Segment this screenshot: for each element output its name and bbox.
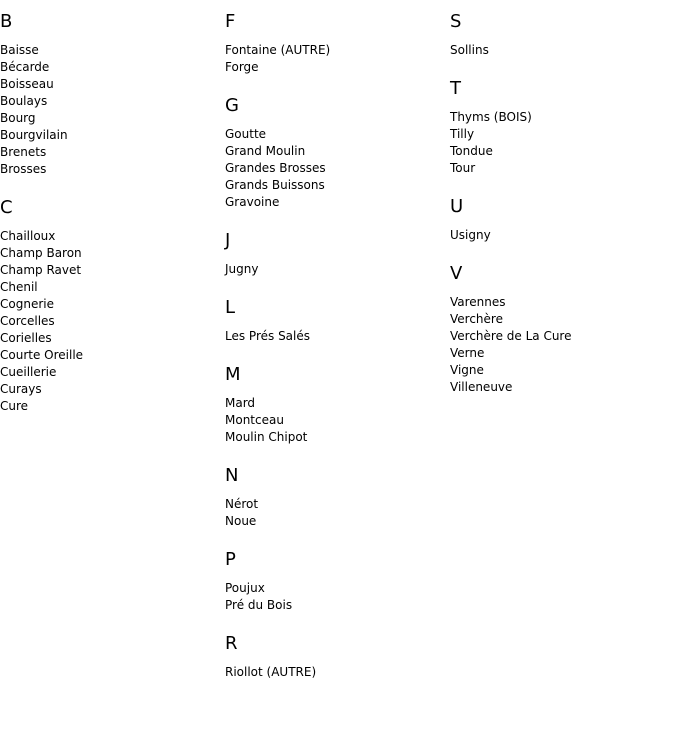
letter-section	[225, 465, 450, 530]
place-name-item: Tilly	[450, 127, 475, 141]
section-letter-heading: M	[225, 364, 241, 385]
place-name-item: Noue	[225, 514, 257, 528]
place-name-item: Champ Ravet	[0, 263, 82, 277]
place-name-item: Corcelles	[0, 314, 55, 328]
letter-section	[450, 78, 675, 177]
index-column-3	[450, 0, 675, 415]
index-column-2	[225, 0, 450, 700]
letter-section	[0, 11, 225, 178]
place-name-item: Cure	[0, 399, 29, 413]
section-letter-heading: C	[0, 197, 13, 218]
place-name-list	[225, 42, 450, 76]
letter-section	[225, 230, 450, 278]
section-letter-heading: G	[225, 95, 239, 116]
place-name-item: Bécarde	[0, 60, 50, 74]
section-letter-heading: V	[450, 263, 463, 284]
place-name-item: Goutte	[225, 127, 267, 141]
place-name-item: Brosses	[0, 162, 47, 176]
place-name-list	[225, 395, 450, 446]
place-name-list	[450, 42, 675, 59]
place-name-list	[225, 580, 450, 614]
section-letter-heading: R	[225, 633, 238, 654]
place-name-item: Fontaine (AUTRE)	[225, 43, 331, 57]
place-name-item: Mard	[225, 396, 256, 410]
letter-section	[225, 549, 450, 614]
place-name-list	[450, 294, 675, 396]
place-name-list	[225, 496, 450, 530]
letter-section	[225, 95, 450, 211]
section-letter-heading: T	[450, 78, 461, 99]
letter-section	[450, 11, 675, 59]
place-name-list	[450, 109, 675, 177]
letter-section	[225, 364, 450, 446]
place-name-list	[225, 664, 450, 681]
place-name-item: Chenil	[0, 280, 38, 294]
place-name-item: Verchère	[450, 312, 503, 326]
place-name-item: Nérot	[225, 497, 259, 511]
section-letter-heading: F	[225, 11, 236, 32]
section-letter-heading: N	[225, 465, 239, 486]
section-letter-heading: P	[225, 549, 236, 570]
letter-section	[450, 263, 675, 396]
place-name-item: Forge	[225, 60, 259, 74]
place-name-item: Grandes Brosses	[225, 161, 326, 175]
letter-section	[0, 197, 225, 415]
place-name-item: Cognerie	[0, 297, 54, 311]
letter-section	[450, 196, 675, 244]
place-name-item: Curays	[0, 382, 42, 396]
place-name-item: Brenets	[0, 145, 47, 159]
place-name-item: Cueillerie	[0, 365, 57, 379]
letter-section	[225, 297, 450, 345]
place-name-list	[225, 126, 450, 211]
place-name-item: Boisseau	[0, 77, 54, 91]
letter-section	[225, 11, 450, 76]
place-name-item: Grand Moulin	[225, 144, 306, 158]
place-name-list	[225, 261, 450, 278]
place-name-item: Boulays	[0, 94, 48, 108]
place-name-item: Chailloux	[0, 229, 56, 243]
letter-section	[225, 633, 450, 681]
place-name-item: Tondue	[450, 144, 493, 158]
place-name-item: Pré du Bois	[225, 598, 293, 612]
place-name-item: Verne	[450, 346, 485, 360]
place-name-item: Corielles	[0, 331, 52, 345]
place-name-item: Champ Baron	[0, 246, 82, 260]
place-name-list	[450, 227, 675, 244]
place-name-item: Poujux	[225, 581, 265, 595]
place-name-item: Villeneuve	[450, 380, 513, 394]
place-name-item: Riollot (AUTRE)	[225, 665, 317, 679]
place-name-item: Sollins	[450, 43, 489, 57]
section-letter-heading: B	[0, 11, 13, 32]
place-name-item: Les Prés Salés	[225, 329, 311, 343]
place-name-item: Bourg	[0, 111, 36, 125]
place-name-item: Thyms (BOIS)	[450, 110, 532, 124]
place-name-item: Bourgvilain	[0, 128, 68, 142]
place-name-item: Varennes	[450, 295, 506, 309]
place-name-item: Grands Buissons	[225, 178, 325, 192]
place-name-list	[225, 328, 450, 345]
place-name-item: Gravoine	[225, 195, 280, 209]
index-column-1	[0, 0, 225, 434]
section-letter-heading: S	[450, 11, 462, 32]
place-name-item: Courte Oreille	[0, 348, 84, 362]
place-name-list	[0, 42, 225, 178]
place-name-item: Verchère de La Cure	[450, 329, 572, 343]
place-name-item: Moulin Chipot	[225, 430, 308, 444]
place-name-item: Montceau	[225, 413, 284, 427]
place-name-item: Vigne	[450, 363, 484, 377]
place-name-item: Baisse	[0, 43, 39, 57]
section-letter-heading: L	[225, 297, 236, 318]
section-letter-heading: U	[450, 196, 464, 217]
place-name-item: Jugny	[225, 262, 259, 276]
place-name-item: Usigny	[450, 228, 491, 242]
place-name-list	[0, 228, 225, 415]
section-letter-heading: J	[225, 230, 231, 251]
place-name-item: Tour	[450, 161, 476, 175]
